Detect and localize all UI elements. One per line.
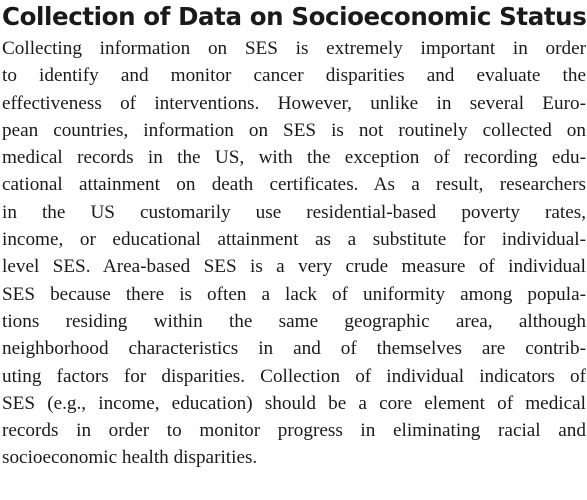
section-heading: Collection of Data on Socioeconomic Status (2, 2, 587, 31)
paragraph-line: pean countries, information on SES is not routinely collected on (2, 119, 586, 141)
paragraph-line: level SES. Area-based SES is a very crude measure of individual (2, 256, 586, 278)
paragraph-line: Collecting information on SES is extremely important in order (2, 38, 586, 59)
paragraph-line: SES because there is often a lack of uniformity among popula- (2, 283, 586, 305)
paragraph-line: medical records in the US, with the exception of recording edu- (2, 147, 586, 169)
paragraph-line: effectiveness of interventions. However, unlike in several Euro- (2, 92, 586, 114)
paragraph-line: to identify and monitor cancer disparities and evaluate the (2, 65, 586, 87)
paragraph-line: uting factors for disparities. Collection of individual indicators of (2, 365, 586, 387)
paragraph-line: neighborhood characteristics in and of themselves are contrib- (2, 338, 586, 360)
paragraph-line: income, or educational attainment as a substitute for individual- (2, 229, 586, 251)
paragraph-line: tions residing within the same geographic area, although (2, 310, 586, 332)
paragraph-line: cational attainment on death certificates. As a result, researchers (2, 174, 586, 196)
paragraph-line: records in order to monitor progress in eliminating racial and (2, 420, 586, 442)
paragraph-line: SES (e.g., income, education) should be a core element of medical (2, 392, 586, 414)
paragraph-line: in the US customarily use residential-based poverty rates, (2, 201, 586, 223)
section-paragraph (2, 35, 586, 472)
paragraph-line: socioeconomic health disparities. (2, 447, 258, 469)
